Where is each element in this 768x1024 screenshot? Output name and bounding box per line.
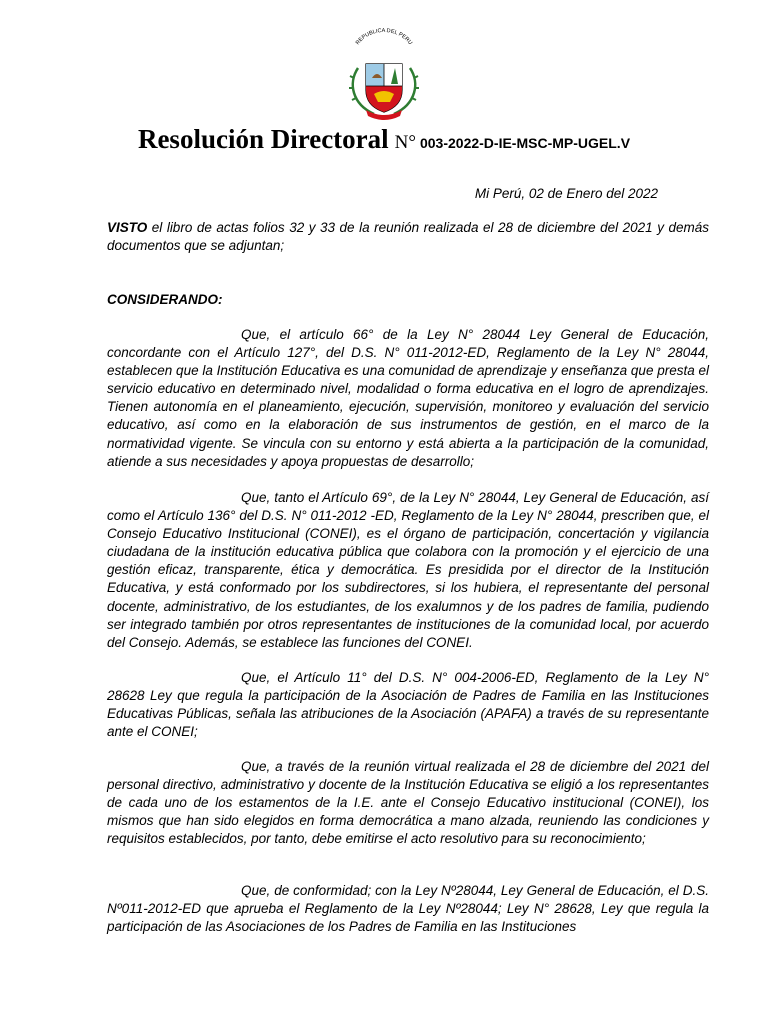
visto-text: el libro de actas folios 32 y 33 de la reunión realizada el 28 de diciembre del 2021 y demás documentos que se adjuntan; xyxy=(107,220,709,254)
paragraph-text: Que, tanto el Artículo 69°, de la Ley N° 28044, Ley General de Educación, así como el Artículo 136° del D.S. N° 011-2012 -ED, Reglamento de la Ley N° 28044, prescriben que, el Consejo Educativo Institucional (CONEI), es el órgano de participación, concertación y vigilancia ciudadana de la institución educativa pública que colabora con la promoción y el ejercicio de una gestión eficaz, transparente, ética y democrática. Es presidida por el director de la Institución Educativa, y está conformado por los subdirectores, si los hubiera, el representante del personal docente, administrativo, de los estudiantes, de los exalumnos y de los padres de familia, pudiendo ser integrado también por otros representantes de instituciones de la comunidad local, por acuerdo del Consejo. Además, se establece las funciones del CONEI. xyxy=(107,490,709,650)
considerando-paragraph-2 xyxy=(107,489,709,652)
paragraph-text: Que, de conformidad; con la Ley Nº28044, Ley General de Educación, el D.S. Nº011-2012-ED que aprueba el Reglamento de la Ley Nº28044; Ley N° 28628, Ley que regula la participación de las Asociaciones de los Padres de Familia en las Instituciones xyxy=(107,883,709,935)
resolution-title xyxy=(0,124,768,155)
considerando-paragraph-3 xyxy=(107,669,709,741)
peru-coat-of-arms-icon xyxy=(344,28,424,120)
resolution-number: 003-2022-D-IE-MSC-MP-UGEL.V xyxy=(419,135,631,151)
number-symbol: N° xyxy=(394,132,416,153)
svg-text:REPUBLICA DEL PERU xyxy=(355,28,413,46)
considerando-heading: CONSIDERANDO: xyxy=(107,292,223,307)
title-text: Resolución Directoral xyxy=(137,124,389,154)
visto-paragraph xyxy=(107,219,709,255)
paragraph-text: Que, el Artículo 11° del D.S. N° 004-2006-ED, Reglamento de la Ley N° 28628 Ley que regula la participación de la Asociación de Padres de Familia en las Instituciones Educativas Públicas, señala las atribuciones de la Asociación (APAFA) a través de su representante ante el CONEI; xyxy=(107,670,709,740)
crest-text: REPUBLICA DEL PERU xyxy=(354,28,414,47)
document-date: Mi Perú, 02 de Enero del 2022 xyxy=(474,186,658,201)
considerando-paragraph-4 xyxy=(107,758,709,848)
visto-label: VISTO xyxy=(107,220,148,235)
considerando-paragraph-5 xyxy=(107,882,709,936)
considerando-paragraph-1 xyxy=(107,326,709,471)
paragraph-text: Que, a través de la reunión virtual realizada el 28 de diciembre del 2021 del personal directivo, administrativo y docente de la Institución Educativa se eligió a los representantes de cada uno de los estamentos de la I.E. ante el Consejo Educativo institucional (CONEI), los mismos que han sido elegidos en forma democrática a mano alzada, reuniendo las condiciones y requisitos establecidos, por tanto, debe emitirse el acto resolutivo para su reconocimiento; xyxy=(107,759,709,847)
paragraph-text: Que, el artículo 66° de la Ley N° 28044 Ley General de Educación, concordante con el Artículo 127°, del D.S. N° 011-2012-ED, Reglamento de la Ley N° 28044, establecen que la Institución Educativa es una comunidad de aprendizaje y enseñanza que presta el servicio educativo en determinado nivel, modalidad o forma educativa en el logro de aprendizajes. Tienen autonomía en el planeamiento, ejecución, supervisión, monitoreo y evaluación del servicio educativo, así como en la elaboración de sus instrumentos de gestión, en el marco de la normatividad vigente. Se vincula con su entorno y está abierta a la participación de la comunidad, atiende a sus necesidades y apoya propuestas de desarrollo; xyxy=(107,327,709,469)
